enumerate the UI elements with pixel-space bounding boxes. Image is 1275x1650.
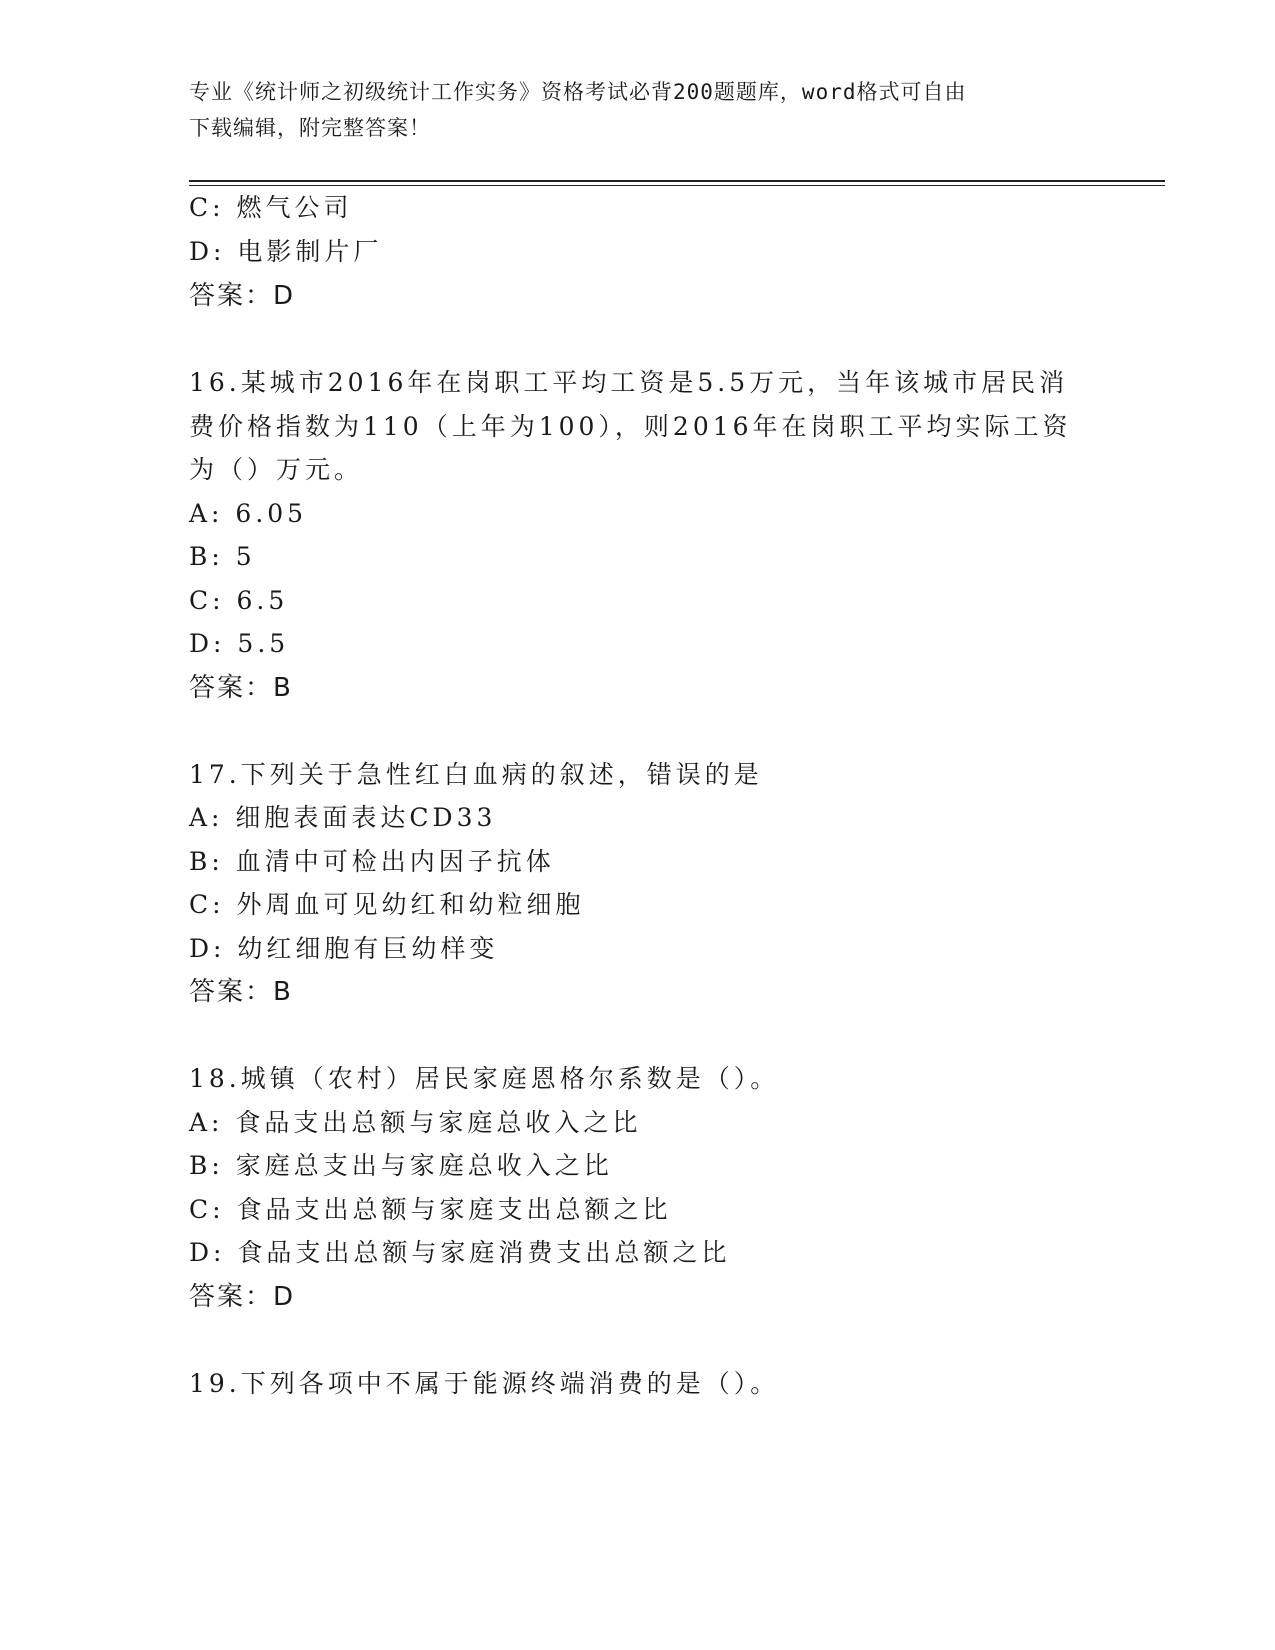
q16-option-b: B: 5	[189, 542, 256, 571]
prev-answer: 答案：D	[189, 281, 296, 311]
q17-option-b: B: 血清中可检出内因子抗体	[189, 847, 555, 876]
q17-option-a: A: 细胞表面表达CD33	[189, 803, 497, 832]
q17-option-c: C: 外周血可见幼红和幼粒细胞	[189, 890, 585, 919]
q18-option-c: C: 食品支出总额与家庭支出总额之比	[189, 1195, 672, 1224]
q18-stem-line-1: 18.城镇（农村）居民家庭恩格尔系数是（）。	[189, 1064, 780, 1093]
header-divider-thin	[189, 185, 1165, 186]
prev-option-c: C: 燃气公司	[189, 193, 353, 222]
document-header	[189, 74, 1089, 146]
q16-option-c: C: 6.5	[189, 586, 289, 615]
q18-answer: 答案：D	[189, 1282, 296, 1312]
q18-option-d: D: 食品支出总额与家庭消费支出总额之比	[189, 1238, 731, 1267]
q16-stem-line-1: 16.某城市2016年在岗职工平均工资是5.5万元，当年该城市居民消	[189, 368, 1069, 397]
q16-answer: 答案：B	[189, 673, 293, 703]
prev-option-d: D: 电影制片厂	[189, 237, 383, 266]
q17-option-d: D: 幼红细胞有巨幼样变	[189, 934, 499, 963]
q16-stem-line-3: 为（）万元。	[189, 455, 364, 484]
q18-option-a: A: 食品支出总额与家庭总收入之比	[189, 1108, 642, 1137]
header-line-1: 专业《统计师之初级统计工作实务》资格考试必背200题题库，word格式可自由	[189, 80, 967, 104]
q16-stem-line-2: 费价格指数为110（上年为100），则2016年在岗职工平均实际工资	[189, 412, 1072, 441]
q19-stem-line-1: 19.下列各项中不属于能源终端消费的是（）。	[189, 1369, 780, 1398]
q18-option-b: B: 家庭总支出与家庭总收入之比	[189, 1151, 613, 1180]
header-line-2: 下载编辑，附完整答案！	[189, 116, 431, 140]
q16-option-a: A: 6.05	[189, 499, 308, 528]
header-divider-thick	[189, 180, 1165, 182]
q17-answer: 答案：B	[189, 977, 293, 1007]
q17-stem-line-1: 17.下列关于急性红白血病的叙述，错误的是	[189, 760, 763, 789]
q16-option-d: D: 5.5	[189, 629, 290, 658]
